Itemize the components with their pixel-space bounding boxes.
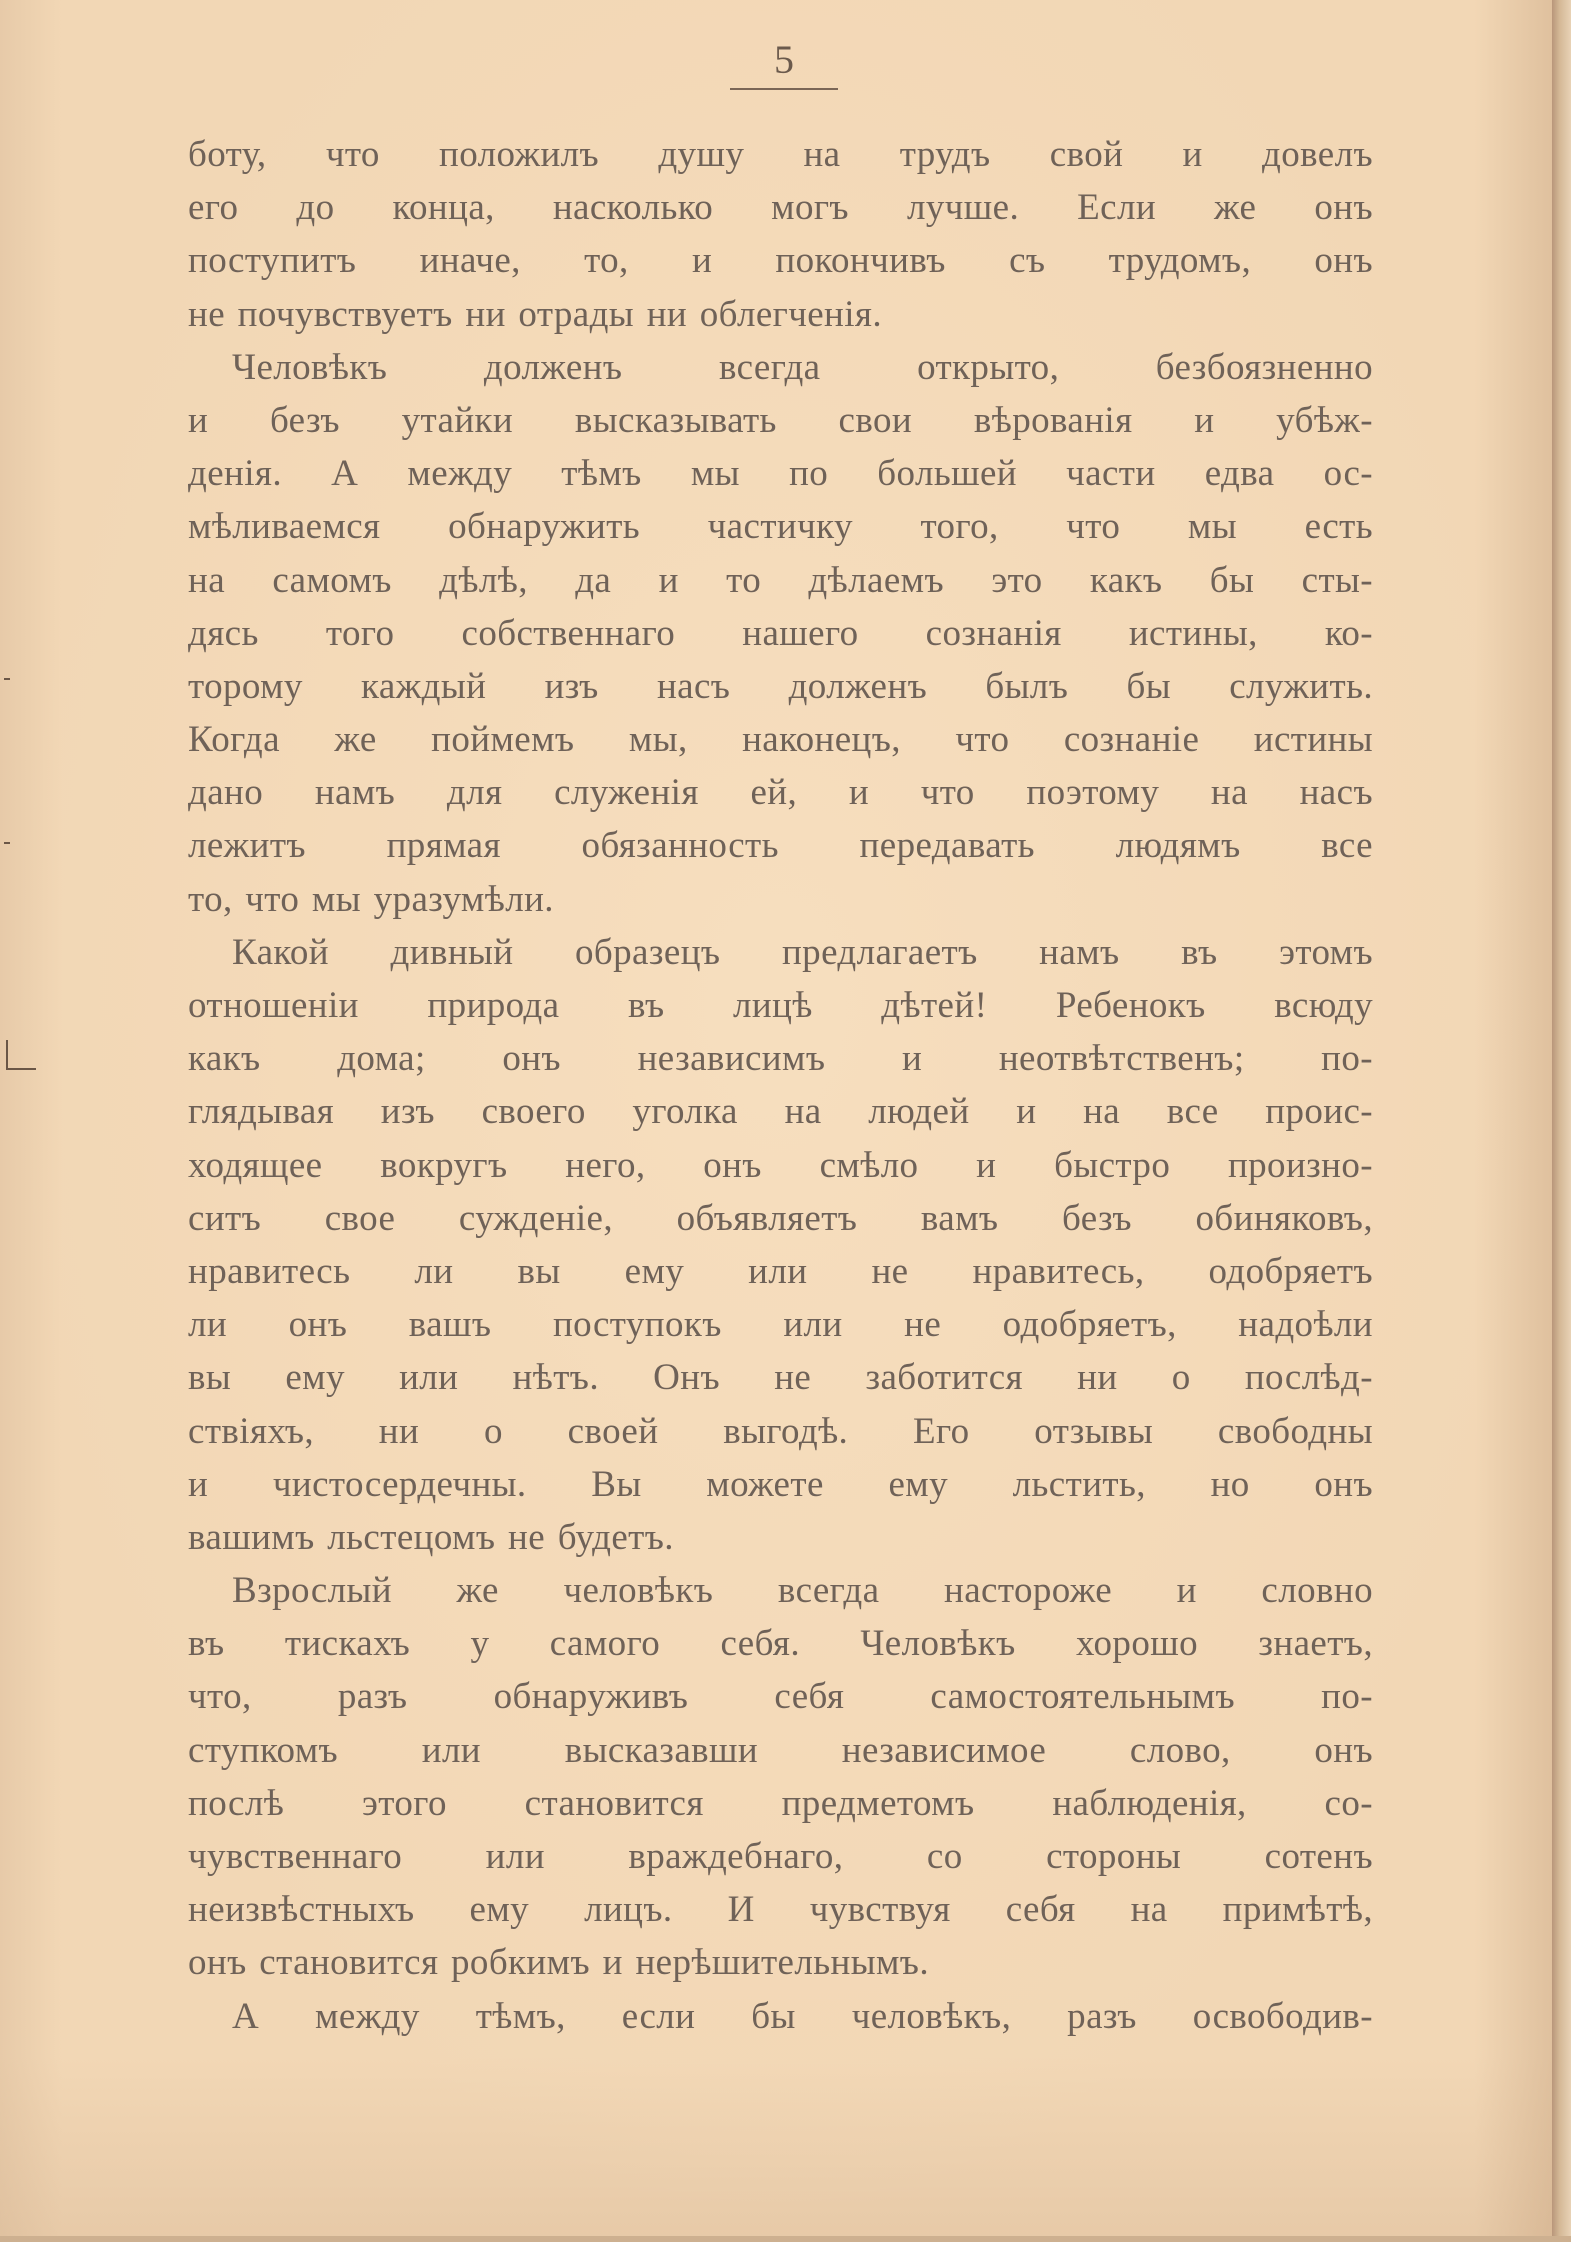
text-line: вашимъ льстецомъ не будетъ. xyxy=(188,1516,674,1558)
text-line: Когда же поймемъ мы, наконецъ, что сознаніе истины xyxy=(188,719,1373,761)
text-line: боту, что положилъ душу на трудъ свой и довелъ xyxy=(188,134,1373,175)
text-line: и чистосердечны. Вы можете ему льстить, но онъ xyxy=(188,1463,1373,1505)
text-line: въ тискахъ у самого себя. Человѣкъ хорошо знаетъ, xyxy=(188,1623,1373,1665)
text-line: Какой дивный образецъ предлагаетъ намъ въ этомъ xyxy=(232,931,1373,973)
text-line: Человѣкъ долженъ всегда открыто, безбоязненно xyxy=(232,346,1373,388)
text-line: на самомъ дѣлѣ, да и то дѣлаемъ это какъ бы сты- xyxy=(188,559,1373,601)
text-line: дано намъ для служенія ей, и что поэтому на насъ xyxy=(188,772,1373,814)
text-line: поступитъ иначе, то, и покончивъ съ трудомъ, онъ xyxy=(188,240,1373,282)
page-number: 5 xyxy=(730,38,838,90)
text-line: онъ становится робкимъ и нерѣшительнымъ. xyxy=(188,1942,929,1984)
text-line: нравитесь ли вы ему или не нравитесь, одобряетъ xyxy=(188,1250,1373,1292)
page-edge-bottom xyxy=(0,2236,1571,2242)
text-line: ситъ свое сужденіе, объявляетъ вамъ безъ обиняковъ, xyxy=(188,1197,1373,1239)
text-line: ходящее вокругъ него, онъ смѣло и быстро произно- xyxy=(188,1144,1373,1186)
text-line: послѣ этого становится предметомъ наблюденія, со- xyxy=(188,1782,1373,1824)
margin-bracket-mark xyxy=(6,1068,36,1070)
paragraph-2 xyxy=(188,341,1373,926)
text-line: глядывая изъ своего уголка на людей и на все проис- xyxy=(188,1091,1373,1133)
paragraph-4 xyxy=(188,1564,1373,1990)
page-edge-right xyxy=(1552,0,1571,2242)
text-line: денія. А между тѣмъ мы по большей части едва ос- xyxy=(188,453,1373,495)
margin-bracket-mark xyxy=(6,1040,8,1070)
text-line: ли онъ вашъ поступокъ или не одобряетъ, надоѣли xyxy=(188,1304,1373,1346)
text-line: что, разъ обнаруживъ себя самостоятельнымъ по- xyxy=(188,1676,1373,1718)
text-line: не почувствуетъ ни отрады ни облегченія. xyxy=(188,293,883,335)
text-line: отношеніи природа въ лицѣ дѣтей! Ребенокъ всюду xyxy=(188,985,1373,1026)
text-line: А между тѣмъ, если бы человѣкъ, разъ освободив- xyxy=(232,1995,1373,2037)
text-line: ступкомъ или высказавши независимое слово, онъ xyxy=(188,1729,1373,1771)
text-line: вы ему или нѣтъ. Онъ не заботится ни о послѣд- xyxy=(188,1357,1373,1399)
text-line: лежитъ прямая обязанность передавать людямъ все xyxy=(188,825,1373,867)
paragraph-1 xyxy=(188,128,1373,341)
text-line: и безъ утайки высказывать свои вѣрованія и убѣж- xyxy=(188,399,1373,441)
body-text xyxy=(188,128,1373,2043)
margin-tick-mark xyxy=(4,678,10,680)
text-line: дясь того собственнаго нашего сознанія истины, ко- xyxy=(188,612,1373,654)
text-line: какъ дома; онъ независимъ и неотвѣтственъ; по- xyxy=(188,1038,1373,1080)
text-line: чувственнаго или враждебнаго, со стороны сотенъ xyxy=(188,1836,1373,1877)
text-line: неизвѣстныхъ ему лицъ. И чувствуя себя на примѣтѣ, xyxy=(188,1889,1373,1931)
paragraph-5 xyxy=(188,1990,1373,2043)
margin-tick-mark xyxy=(4,842,10,844)
text-line: ствіяхъ, ни о своей выгодѣ. Его отзывы свободны xyxy=(188,1410,1373,1452)
text-line: мѣливаемся обнаружить частичку того, что мы есть xyxy=(188,506,1373,548)
text-line: то, что мы уразумѣли. xyxy=(188,878,554,920)
text-line: Взрослый же человѣкъ всегда настороже и словно xyxy=(232,1570,1373,1612)
text-line: его до конца, насколько могъ лучше. Если же онъ xyxy=(188,187,1373,229)
text-line: торому каждый изъ насъ долженъ былъ бы служить. xyxy=(188,665,1373,707)
paragraph-3 xyxy=(188,926,1373,1564)
